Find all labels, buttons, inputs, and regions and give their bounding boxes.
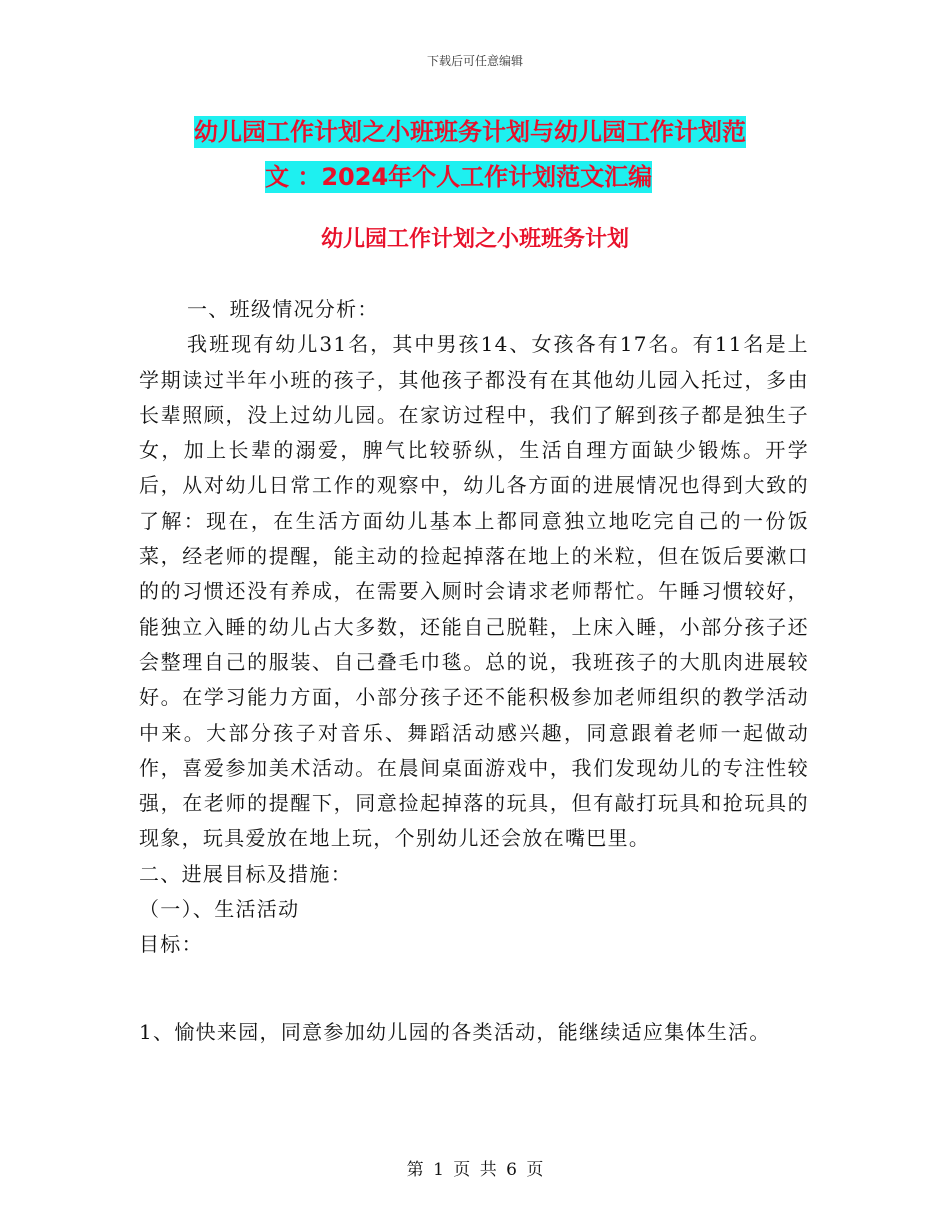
section-title: 幼儿园工作计划之小班班务计划 — [320, 227, 629, 252]
title-line-1: 幼儿园工作计划之小班班务计划与幼儿园工作计划范 — [194, 118, 746, 146]
download-note: 下载后可任意编辑 — [426, 54, 523, 68]
title-line-2: 文 ：2024年个人工作计划范文汇编 — [265, 163, 653, 191]
subsection1-heading: （一）、生活活动 — [139, 897, 300, 922]
page-number: 第 1 页 共 6 页 — [406, 1160, 544, 1180]
section1-heading: 一、班级情况分析： — [187, 297, 379, 321]
goal-item-1: 1、愉快来园，同意参加幼儿园的各类活动，能继续适应集体生活。 — [139, 1019, 771, 1044]
document-title — [138, 110, 818, 200]
document-body — [139, 292, 809, 1050]
goal-label: 目标： — [139, 932, 203, 957]
section2-heading: 二、进展目标及措施： — [139, 861, 352, 886]
section1-paragraph: 我班现有幼儿31名，其中男孩14、女孩各有17名。有11名是上学期读过半年小班的孩子，其他孩子都没有在其他幼儿园入托过，多由长辈照顾，没上过幼儿园。在家访过程中，我们了解到孩子都是独生子女，加上长辈的溺爱，脾气比较骄纵，生活自理方面缺少锻炼。开学后，从对幼儿日常工作的观察中，幼儿各方面的进展情况也得到大致的了解：现在，在生活方面幼儿基本上都同意独立地吃完自己的一份饭菜，经老师的提醒，能主动的捡起掉落在地上的米粒，但在饭后要漱口的的习惯还没有养成，在需要入厕时会请求老师帮忙。午睡习惯较好，能独立入睡的幼儿占大多数，还能自己脱鞋，上床入睡，小部分孩子还会整理自己的服装、自己叠毛巾毯。总的说，我班孩子的大肌肉进展较好。在学习能力方面，小部分孩子还不能积极参加老师组织的教学活动中来。大部分孩子对音乐、舞蹈活动感兴趣，同意跟着老师一起做动作，喜爱参加美术活动。在晨间桌面游戏中，我们发现幼儿的专注性较强，在老师的提醒下，同意捡起掉落的玩具，但有敲打玩具和抢玩具的现象，玩具爱放在地上玩，个别幼儿还会放在嘴巴里。 — [139, 332, 809, 851]
spacer — [139, 963, 809, 1015]
